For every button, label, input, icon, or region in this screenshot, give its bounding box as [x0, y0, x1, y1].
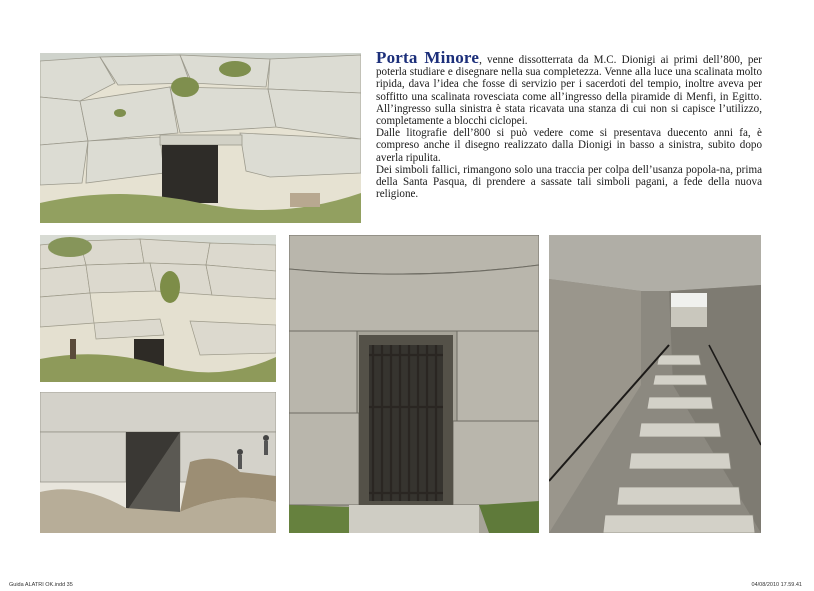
photo-porta-minore-gate: [289, 235, 539, 533]
drawing-dionigi-excavation: [40, 392, 276, 533]
paragraph-1: [376, 48, 762, 128]
footer-timestamp: 04/08/2010 17.59.41: [751, 582, 802, 588]
paragraph-2: Dalle litografie dell’800 si può vedere come si presentava duecento anni fa, è compreso anche il disegno realizzato dalla Dionigi in basso a sinistra, subito dopo averla ripulita.: [376, 127, 762, 164]
article-text: [376, 48, 762, 201]
paragraph-1-text: , venne dissotterrata da M.C. Dionigi ai primi dell’800, per poterla studiare e disegnare nella sua completezza. Venne alla luce una scalinata molto ripida, dava l’idea che fosse di servizio per i sacerdoti del tempio, inoltre aveva per soffitto una scalinata rovesciata come all’ingresso della piramide di Menfi, in Egitto. All’ingresso sulla sinistra è stata ricavata una stanza di cui non si capisce l’utilizzo, completamente a blocchi ciclopei.: [376, 54, 762, 128]
lithograph-wall-view: [40, 235, 276, 382]
article-title: Porta Minore: [376, 48, 480, 67]
lithograph-porta-minore-top: [40, 53, 361, 223]
photo-steep-staircase: [549, 235, 761, 533]
footer-file-info: Guida ALATRI OK.indd 35: [9, 582, 73, 588]
paragraph-3: Dei simboli fallici, rimangono solo una traccia per colpa dell’usanza popola-na, prima della Santa Pasqua, di prendere a sassate tali simboli pagani, a fede della nuova religione.: [376, 163, 762, 201]
